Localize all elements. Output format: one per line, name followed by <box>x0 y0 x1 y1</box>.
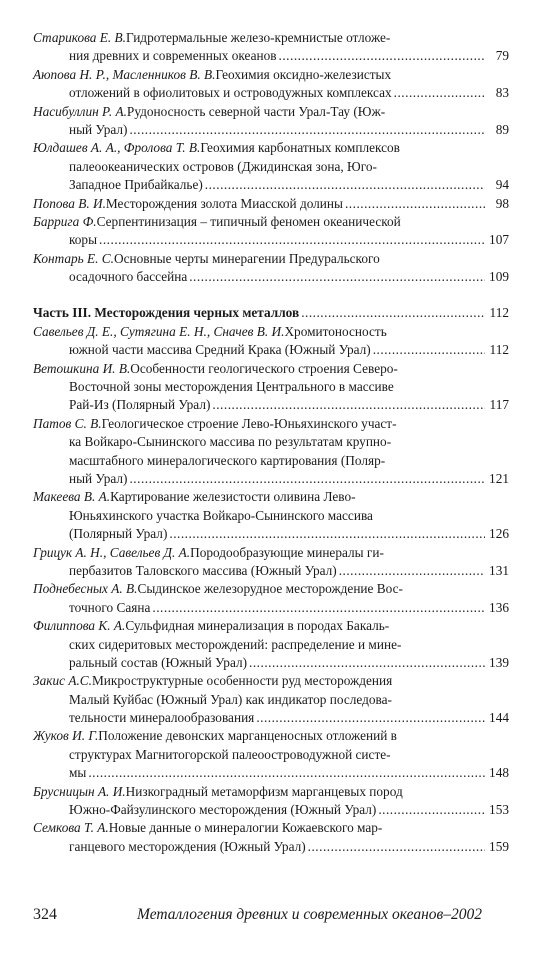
page-ref: 121 <box>489 470 509 486</box>
toc-entry <box>33 213 509 250</box>
dot-leader <box>308 838 485 856</box>
toc-line <box>33 470 509 488</box>
toc-entry <box>33 727 509 782</box>
entry-title: Геохимия карбонатных комплексов <box>200 140 400 156</box>
toc-line <box>33 488 509 506</box>
entry-title: точного Саяна <box>69 599 151 615</box>
toc-line <box>33 195 509 213</box>
toc-line <box>33 213 509 231</box>
entry-author: Старикова Е. В. <box>33 30 127 45</box>
page-ref: 94 <box>495 177 509 193</box>
entry-title: Геохимия оксидно-железистых <box>215 66 392 82</box>
page-ref: 153 <box>489 802 509 818</box>
page-ref: 83 <box>495 85 509 101</box>
entry-title: ный Урал) <box>69 121 128 137</box>
toc-block-2 <box>33 323 509 856</box>
toc-line <box>33 617 509 635</box>
entry-author: Контарь Е. С. <box>33 250 114 266</box>
entry-title: Низкоградный метаморфизм марганцевых пород <box>125 783 403 799</box>
dot-leader <box>152 599 485 617</box>
entry-author: Макеева В. А. <box>33 489 111 505</box>
entry-title: Геологическое строение Лево-Юньяхинского участ- <box>101 415 397 431</box>
toc-entry <box>33 783 509 820</box>
entry-title: Серпентинизация – типичный феномен океанической <box>96 213 401 229</box>
entry-title: ральный состав (Южный Урал) <box>69 654 248 670</box>
toc-entry <box>33 544 509 581</box>
dot-leader <box>189 268 485 286</box>
toc-entry <box>33 672 509 727</box>
section-title: Часть III. Месторождения черных металлов <box>33 305 300 321</box>
toc-line <box>33 341 509 359</box>
entry-title: Юньяхинского участка Войкаро-Сынинского массива <box>69 507 373 523</box>
toc-line <box>33 783 509 801</box>
entry-title: Картирование железистости оливина Лево- <box>110 489 356 505</box>
toc-line <box>33 250 509 268</box>
entry-title: Особенности геологического строения Северо- <box>130 360 398 376</box>
toc-entry <box>33 103 509 140</box>
entry-title: Положение девонских марганценосных отложений в <box>98 728 397 744</box>
page-ref: 107 <box>489 232 509 248</box>
dot-leader <box>99 231 485 249</box>
entry-author: Юлдашев А. А., Фролова Т. В. <box>33 140 201 156</box>
entry-author: Закис А.С. <box>33 673 92 689</box>
entry-title: ния древних и современных океанов <box>69 48 277 64</box>
toc-line <box>33 819 509 837</box>
dot-leader <box>169 525 485 543</box>
toc-line <box>33 746 509 764</box>
dot-leader <box>256 709 485 727</box>
entry-author: Попова В. И. <box>33 195 106 211</box>
toc-line <box>33 727 509 745</box>
page-ref: 139 <box>489 654 509 670</box>
dot-leader <box>279 47 485 65</box>
entry-author: Брусницын А. И. <box>33 783 126 799</box>
entry-title: Восточной зоны месторождения Центрального в массиве <box>69 379 394 395</box>
toc-line <box>33 304 509 322</box>
toc-line <box>33 268 509 286</box>
entry-title: Хромитоносность <box>284 323 387 339</box>
toc-line <box>33 525 509 543</box>
entry-author: Насибуллин Р. А. <box>33 103 127 119</box>
toc-line <box>33 378 509 396</box>
dot-leader <box>373 341 485 359</box>
toc-line <box>33 764 509 782</box>
page-ref: 79 <box>495 48 509 64</box>
section-gap <box>33 286 509 304</box>
dot-leader <box>339 562 485 580</box>
toc-line <box>33 801 509 819</box>
entry-author: Баррига Ф. <box>33 213 97 229</box>
toc-line <box>33 231 509 249</box>
entry-title: структурах Магнитогорской палеоостроводужной систе- <box>69 746 391 762</box>
toc-entry <box>33 617 509 672</box>
toc-line <box>33 158 509 176</box>
page-ref: 144 <box>489 710 509 726</box>
dot-leader <box>345 195 485 213</box>
toc-entry <box>33 415 509 489</box>
toc-page <box>33 29 509 856</box>
toc-entry <box>33 360 509 415</box>
toc-line <box>33 29 509 47</box>
entry-title: палеоокеанических островов (Джидинская зона, Юго- <box>69 158 377 174</box>
toc-entry <box>33 488 509 543</box>
page-ref: 126 <box>489 526 509 542</box>
entry-title: Западное Прибайкалье) <box>69 177 203 193</box>
dot-leader <box>378 801 485 819</box>
page-ref: 148 <box>489 765 509 781</box>
entry-title: Микроструктурные особенности руд месторождения <box>91 673 393 689</box>
toc-line <box>33 709 509 727</box>
entry-author: Ветошкина И. В. <box>33 360 131 376</box>
entry-title: Южно-Файзулинского месторождения (Южный Урал) <box>69 802 377 818</box>
toc-line <box>33 599 509 617</box>
toc-block-1 <box>33 29 509 286</box>
entry-author: Грицук А. Н., Савельев Д. А. <box>33 544 191 560</box>
toc-entry <box>33 323 509 360</box>
toc-line <box>33 544 509 562</box>
entry-title: пербазитов Таловского массива (Южный Урал) <box>69 562 337 578</box>
running-title: Металлогения древних и современных океанов–2002 <box>137 906 482 923</box>
dot-leader <box>205 176 485 194</box>
page-number: 324 <box>33 906 57 923</box>
toc-entry <box>33 819 509 856</box>
dot-leader <box>301 304 485 322</box>
toc-line <box>33 323 509 341</box>
toc-entry <box>33 580 509 617</box>
toc-line <box>33 580 509 598</box>
entry-title: Основные черты минерагении Предуральского <box>113 250 380 266</box>
toc-line <box>33 691 509 709</box>
page-ref: 131 <box>489 562 509 578</box>
toc-line <box>33 636 509 654</box>
entry-author: Патов С. В. <box>33 415 102 431</box>
entry-title: Гидротермальные железо-кремнистые отложе- <box>126 30 391 45</box>
page-ref: 136 <box>489 599 509 615</box>
toc-line <box>33 507 509 525</box>
entry-author: Семкова Т. А. <box>33 820 109 836</box>
page-ref: 112 <box>489 305 509 321</box>
entry-title: отложений в офиолитовых и островодужных комплексах <box>69 85 392 101</box>
toc-line <box>33 47 509 65</box>
entry-author: Аюпова Н. Р., Масленников В. В. <box>33 66 216 82</box>
entry-author: Филиппова К. А. <box>33 618 126 634</box>
toc-entry <box>33 66 509 103</box>
toc-line <box>33 415 509 433</box>
entry-title: Месторождения золота Миасской долины <box>105 195 343 211</box>
entry-author: Савельев Д. Е., Сутягина Е. Н., Сначев В. И. <box>33 323 285 339</box>
toc-line <box>33 562 509 580</box>
entry-author: Поднебесных А. В. <box>33 581 138 597</box>
toc-line <box>33 672 509 690</box>
toc-line <box>33 654 509 672</box>
entry-author: Жуков И. Г. <box>33 728 99 744</box>
toc-line <box>33 139 509 157</box>
toc-entry <box>33 195 509 213</box>
entry-title: (Полярный Урал) <box>69 526 168 542</box>
toc-line <box>33 360 509 378</box>
entry-title: ских сидеритовых месторождений: распределение и мине- <box>69 636 402 652</box>
entry-title: Малый Куйбас (Южный Урал) как индикатор последова- <box>69 691 392 707</box>
dot-leader <box>249 654 485 672</box>
toc-line <box>33 396 509 414</box>
page-ref: 89 <box>495 121 509 137</box>
entry-title: Сыдинское железорудное месторождение Вос- <box>137 581 403 597</box>
dot-leader <box>212 396 485 414</box>
entry-title: Сульфидная минерализация в породах Бакаль- <box>125 618 390 634</box>
dot-leader <box>394 84 485 102</box>
toc-entry <box>33 139 509 194</box>
entry-title: тельности минералообразования <box>69 710 255 726</box>
entry-title: ный Урал) <box>69 470 128 486</box>
page-footer <box>33 906 509 924</box>
page-ref: 117 <box>489 397 509 413</box>
toc-line <box>33 838 509 856</box>
entry-title: Рай-Из (Полярный Урал) <box>69 397 211 413</box>
page-ref: 98 <box>495 195 509 211</box>
entry-title: Породообразующие минералы ги- <box>190 544 384 560</box>
entry-title: осадочного бассейна <box>69 269 188 285</box>
entry-title: Рудоносность северной части Урал-Тау (Юж- <box>126 103 386 119</box>
toc-entry <box>33 29 509 66</box>
entry-title: масштабного минералогического картирования (Поляр- <box>69 452 386 468</box>
toc-line <box>33 84 509 102</box>
entry-title: южной части массива Средний Крака (Южный Урал) <box>69 342 371 358</box>
entry-title: коры <box>69 232 98 248</box>
entry-title: Новые данные о минералогии Кожаевского мар- <box>108 820 383 836</box>
entry-title: мы <box>69 765 87 781</box>
dot-leader <box>88 764 485 782</box>
dot-leader <box>129 470 485 488</box>
toc-line <box>33 452 509 470</box>
toc-line <box>33 121 509 139</box>
page-ref: 112 <box>489 342 509 358</box>
toc-entry <box>33 250 509 287</box>
entry-title: ганцевого месторождения (Южный Урал) <box>69 838 306 854</box>
dot-leader <box>129 121 485 139</box>
toc-line <box>33 103 509 121</box>
page-ref: 109 <box>489 269 509 285</box>
toc-line <box>33 176 509 194</box>
toc-line <box>33 66 509 84</box>
page-ref: 159 <box>489 838 509 854</box>
entry-title: ка Войкаро-Сынинского массива по результатам крупно- <box>69 434 392 450</box>
toc-line <box>33 433 509 451</box>
toc-section-heading <box>33 304 509 322</box>
